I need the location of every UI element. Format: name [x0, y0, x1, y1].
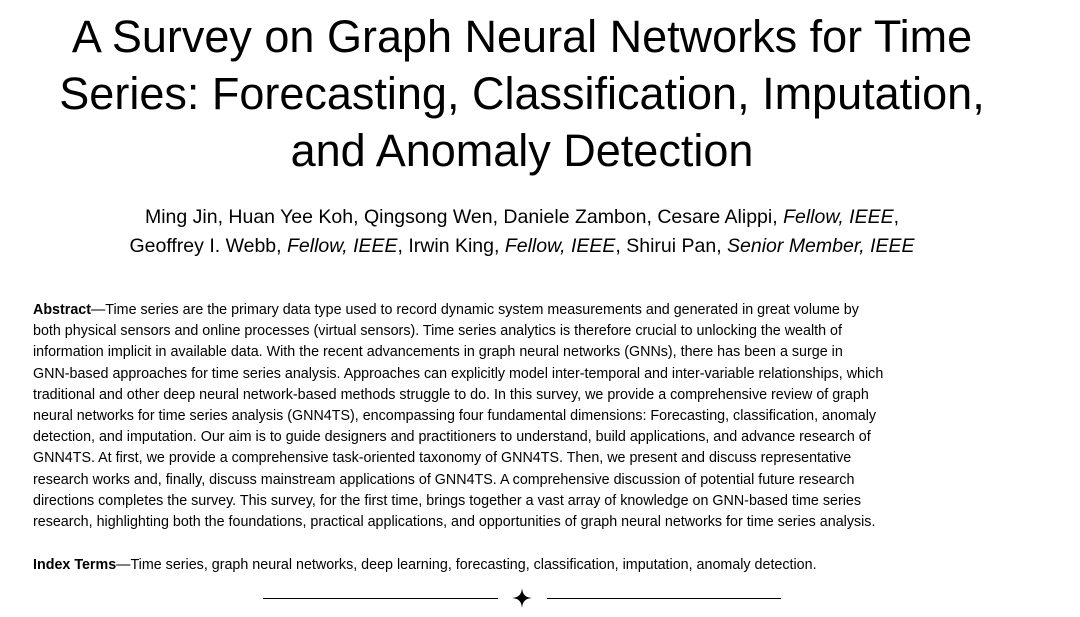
title-line: A Survey on Graph Neural Networks for Time	[71, 11, 973, 62]
four-point-star-icon	[511, 587, 533, 609]
author-names: Ming Jin, Huan Yee Koh, Qingsong Wen, Daniele Zambon, Cesare Alippi,	[144, 206, 784, 228]
abstract-text: —Time series are the primary data type used to record dynamic system measurements and generated in great volume by	[91, 302, 859, 318]
author-membership: Fellow, IEEE	[783, 206, 894, 228]
abstract-line: research, highlighting both the foundations, practical applications, and opportunities of graph neural networks for time series analysis.	[33, 514, 876, 531]
author-name: , Irwin King,	[397, 235, 505, 257]
abstract-line: information implicit in available data. With the recent advancements in graph neural networks (GNNs), there has been a surge in	[33, 344, 843, 361]
author-membership: Senior Member, IEEE	[727, 235, 915, 257]
abstract-line: GNN4TS. At first, we provide a comprehensive task-oriented taxonomy of GNN4TS. Then, we present and discuss representative	[33, 450, 852, 467]
abstract-line: directions completes the survey. This survey, for the first time, brings together a vast array of knowledge on GNN-based time series	[33, 492, 861, 509]
section-divider-right	[547, 598, 781, 599]
abstract-line: detection, and imputation. Our aim is to guide designers and practitioners to understand, build applications, and advance research of	[33, 429, 871, 446]
abstract-line: both physical sensors and online processes (virtual sensors). Time series analytics is therefore crucial to unlocking the wealth of	[33, 323, 842, 340]
section-divider-left	[263, 598, 498, 599]
author-name: , Shirui Pan,	[615, 235, 728, 257]
author-line-2	[0, 232, 1044, 261]
paper-title	[0, 8, 1044, 179]
author-list	[0, 203, 1044, 261]
author-membership: Fellow, IEEE	[287, 235, 398, 257]
index-terms-label: Index Terms	[33, 557, 117, 573]
abstract-label: Abstract	[33, 302, 91, 318]
abstract-line: traditional and other deep neural network-based methods struggle to do. In this survey, we provide a comprehensive review of graph	[33, 386, 869, 403]
index-terms-text: —Time series, graph neural networks, deep learning, forecasting, classification, imputation, anomaly detection.	[116, 557, 817, 573]
abstract-line: GNN-based approaches for time series analysis. Approaches can explicitly model inter-temporal and inter-variable relationships, which	[33, 365, 884, 382]
title-line: and Anomaly Detection	[290, 125, 754, 176]
title-line: Series: Forecasting, Classification, Imputation,	[59, 68, 985, 119]
abstract-line: research works and, finally, discuss mainstream applications of GNN4TS. A comprehensive discussion of potential future research	[33, 471, 855, 488]
abstract-line	[33, 300, 1023, 321]
author-line-1	[0, 203, 1044, 232]
author-membership: Fellow, IEEE	[504, 235, 616, 257]
author-name: Geoffrey I. Webb,	[129, 235, 287, 257]
abstract	[33, 300, 1023, 533]
author-separator: ,	[893, 206, 900, 228]
abstract-line: neural networks for time series analysis (GNN4TS), encompassing four fundamental dimensions: Forecasting, classification, anomaly	[33, 408, 877, 425]
index-terms	[33, 555, 1033, 576]
